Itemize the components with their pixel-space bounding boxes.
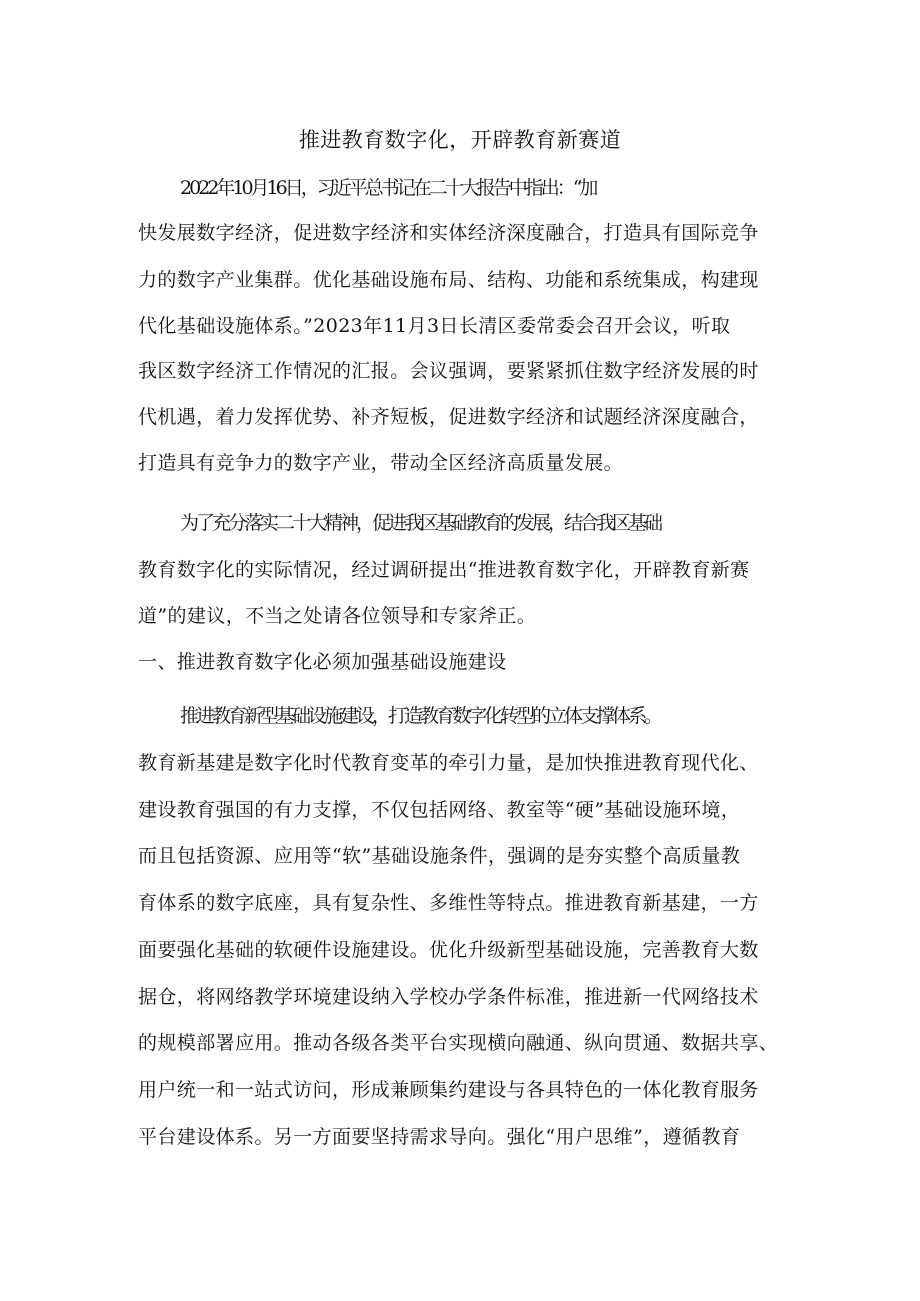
paragraph-3-line-8: 的规模部署应用。推动各级各类平台实现横向融通、纵向贯通、数据共享、	[138, 1032, 779, 1054]
paragraph-3-line-5: 育体系的数字底座，具有复杂性、多维性等特点。推进教育新基建，一方	[138, 892, 759, 914]
paragraph-3-line-2: 教育新基建是数字化时代教育变革的牵引力量，是加快推进教育现代化、	[138, 752, 759, 774]
paragraph-1-line-4: 代化基础设施体系。”2023年11月3日长清区委常委会召开会议，听取	[138, 315, 731, 337]
paragraph-3-line-4: 而且包括资源、应用等“软”基础设施条件，强调的是夯实整个高质量教	[138, 845, 741, 867]
paragraph-3-line-6: 面要强化基础的软硬件设施建设。优化升级新型基础设施，完善教育大数	[138, 939, 759, 961]
paragraph-2-line-1: 为了充分落实二十大精神，促进我区基础教育的发展，结合我区基础	[180, 512, 661, 534]
paragraph-1-line-1: 2022年10月16日，习近平总书记在二十大报告中指出：“加	[180, 177, 596, 199]
paragraph-3-line-10: 平台建设体系。另一方面要坚持需求导向。强化“用户思维”，遵循教育	[138, 1126, 741, 1148]
paragraph-1-line-6: 代机遇，着力发挥优势、补齐短板，促进数字经济和试题经济深度融合，	[138, 406, 759, 428]
paragraph-3-line-1: 推进教育新型基础设施建设，打造教育数字化转型的立体支撑体系。	[180, 705, 661, 727]
paragraph-1-line-2: 快发展数字经济，促进数字经济和实体经济深度融合，打造具有国际竞争	[138, 222, 759, 244]
paragraph-2-line-3: 道”的建议，不当之处请各位领导和专家斧正。	[138, 605, 537, 627]
paragraph-3-line-9: 用户统一和一站式访问，形成兼顾集约建设与各具特色的一体化教育服务	[138, 1079, 759, 1101]
section-heading-1: 一、推进教育数字化必须加强基础设施建设	[138, 651, 507, 673]
document-title: 推进教育数字化，开辟教育新赛道	[298, 128, 622, 152]
paragraph-3-line-7: 据仓，将网络教学环境建设纳入学校办学条件标准，推进新一代网络技术	[138, 986, 759, 1008]
paragraph-1-line-5: 我区数字经济工作情况的汇报。会议强调，要紧紧抓住数字经济发展的时	[138, 360, 759, 382]
paragraph-3-line-3: 建设教育强国的有力支撑，不仅包括网络、教室等“硬”基础设施环境，	[138, 799, 741, 821]
paragraph-1-line-7: 打造具有竞争力的数字产业，带动全区经济高质量发展。	[138, 452, 624, 474]
paragraph-2-line-2: 教育数字化的实际情况，经过调研提出“推进教育数字化，开辟教育新赛	[138, 559, 750, 581]
paragraph-1-line-3: 力的数字产业集群。优化基础设施布局、结构、功能和系统集成，构建现	[138, 269, 759, 291]
